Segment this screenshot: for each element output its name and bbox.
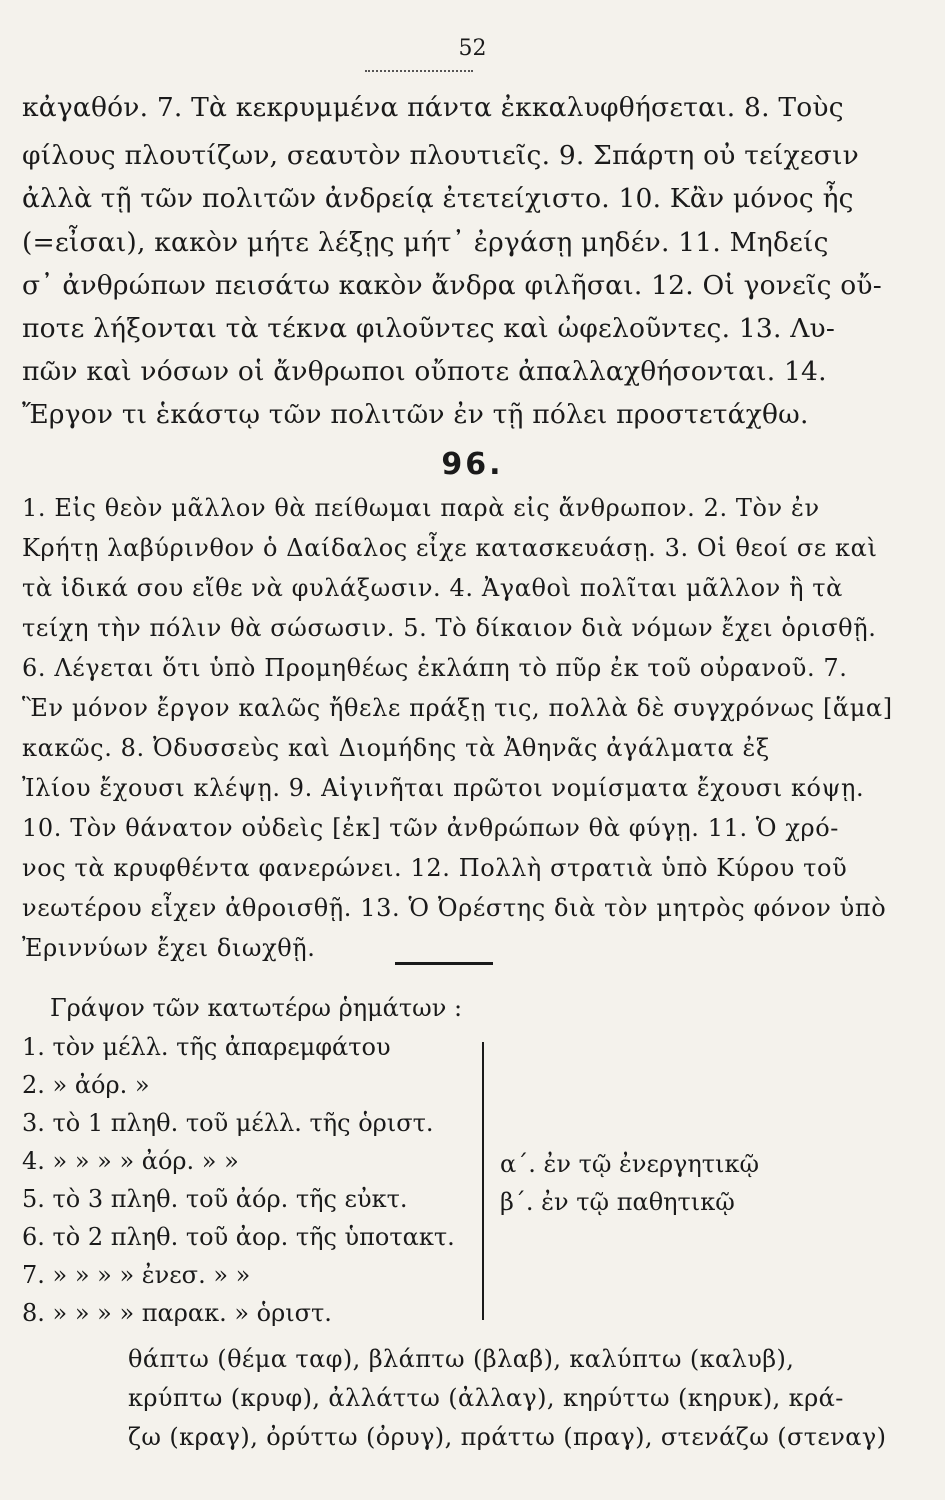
text-line: ποτε λήξονται τὰ τέκνα φιλοῦντες καὶ ὠφελοῦντες. 13. Λυ-: [22, 313, 835, 344]
text-line: νος τὰ κρυφθέντα φανερώνει. 12. Πολλὴ στρατιὰ ὑπὸ Κύρου τοῦ: [22, 854, 848, 882]
exercise-row: 8. » » » » παρακ. » ὁριστ.: [22, 1299, 332, 1327]
page-number-rule: [365, 70, 473, 72]
exercise-row: 5. τὸ 3 πληθ. τοῦ ἀόρ. τῆς εὐκτ.: [22, 1185, 408, 1213]
text-line: Ἰλίου ἔχουσι κλέψῃ. 9. Αἰγινῆται πρῶτοι νομίσματα ἔχουσι κόψῃ.: [22, 774, 865, 802]
section-separator: [395, 962, 493, 965]
text-line: (=εἶσαι), κακὸν μήτε λέξῃς μήτ᾽ ἐργάσῃ μηδέν. 11. Μηδείς: [22, 227, 829, 258]
text-line: Ἔργον τι ἑκάστῳ τῶν πολιτῶν ἐν τῇ πόλει προστετάχθω.: [22, 399, 809, 430]
text-line: τείχη τὴν πόλιν θὰ σώσωσιν. 5. Τὸ δίκαιον διὰ νόμων ἔχει ὁρισθῇ.: [22, 614, 877, 642]
grouping-brace: [468, 1042, 484, 1320]
text-line: κἀγαθόν. 7. Τὰ κεκρυμμένα πάντα ἐκκαλυφθήσεται. 8. Τοὺς: [22, 92, 844, 123]
text-line: ἀλλὰ τῇ τῶν πολιτῶν ἀνδρείᾳ ἐτετείχιστο. 10. Κἂν μόνος ἦς: [22, 183, 854, 214]
text-line: Ἐριννύων ἔχει διωχθῇ.: [22, 934, 316, 962]
text-line: σ᾽ ἀνθρώπων πεισάτω κακὸν ἄνδρα φιλῆσαι. 12. Οἱ γονεῖς οὔ-: [22, 270, 882, 301]
verb-line: θάπτω (θέμα ταφ), βλάπτω (βλαβ), καλύπτω (καλυβ),: [128, 1345, 795, 1373]
text-line: 6. Λέγεται ὅτι ὑπὸ Προμηθέως ἐκλάπη τὸ πῦρ ἐκ τοῦ οὐρανοῦ. 7.: [22, 654, 848, 682]
text-line: κακῶς. 8. Ὀδυσσεὺς καὶ Διομήδης τὰ Ἀθηνᾶς ἀγάλματα ἐξ: [22, 734, 770, 762]
exercise-row: 4. » » » » ἀόρ. » »: [22, 1147, 239, 1175]
exercise-row: 7. » » » » ἐνεσ. » »: [22, 1261, 251, 1289]
text-line: Κρήτῃ λαβύρινθον ὁ Δαίδαλος εἶχε κατασκευάσῃ. 3. Οἱ θεοί σε καὶ: [22, 534, 878, 562]
voice-passive: β΄. ἐν τῷ παθητικῷ: [500, 1188, 735, 1216]
verb-line: κρύπτω (κρυφ), ἀλλάττω (ἀλλαγ), κηρύττω (κηρυκ), κρά-: [128, 1384, 844, 1412]
exercise-title: Γράψον τῶν κατωτέρω ῥημάτων :: [50, 994, 463, 1022]
text-line: Ἓν μόνον ἔργον καλῶς ἤθελε πράξῃ τις, πολλὰ δὲ συγχρόνως [ἅμα]: [22, 694, 893, 722]
verb-line: ζω (κραγ), ὀρύττω (ὀρυγ), πράττω (πραγ), στενάζω (στεναγ): [128, 1423, 887, 1451]
voice-active: α΄. ἐν τῷ ἐνεργητικῷ: [500, 1150, 760, 1178]
text-line: πῶν καὶ νόσων οἱ ἄνθρωποι οὔποτε ἀπαλλαχθήσονται. 14.: [22, 356, 827, 387]
text-line: τὰ ἰδικά σου εἴθε νὰ φυλάξωσιν. 4. Ἀγαθοὶ πολῖται μᾶλλον ἢ τὰ: [22, 574, 843, 602]
section-heading: 96.: [441, 447, 504, 482]
exercise-row: 2. » ἀόρ. »: [22, 1071, 150, 1099]
text-line: νεωτέρου εἶχεν ἀθροισθῇ. 13. Ὁ Ὀρέστης διὰ τὸν μητρὸς φόνον ὑπὸ: [22, 894, 887, 922]
exercise-row: 3. τὸ 1 πληθ. τοῦ μέλλ. τῆς ὁριστ.: [22, 1109, 434, 1137]
text-line: 10. Τὸν θάνατον οὐδεὶς [ἐκ] τῶν ἀνθρώπων θὰ φύγῃ. 11. Ὁ χρό-: [22, 814, 839, 842]
text-line: 1. Εἰς θεὸν μᾶλλον θὰ πείθωμαι παρὰ εἰς ἄνθρωπον. 2. Τὸν ἐν: [22, 494, 820, 522]
exercise-row: 1. τὸν μέλλ. τῆς ἀπαρεμφάτου: [22, 1033, 391, 1061]
text-line: φίλους πλουτίζων, σεαυτὸν πλουτιεῖς. 9. Σπάρτη οὐ τείχεσιν: [22, 140, 859, 171]
exercise-row: 6. τὸ 2 πληθ. τοῦ ἀορ. τῆς ὑποτακτ.: [22, 1223, 455, 1251]
page-number: 52: [458, 36, 487, 61]
